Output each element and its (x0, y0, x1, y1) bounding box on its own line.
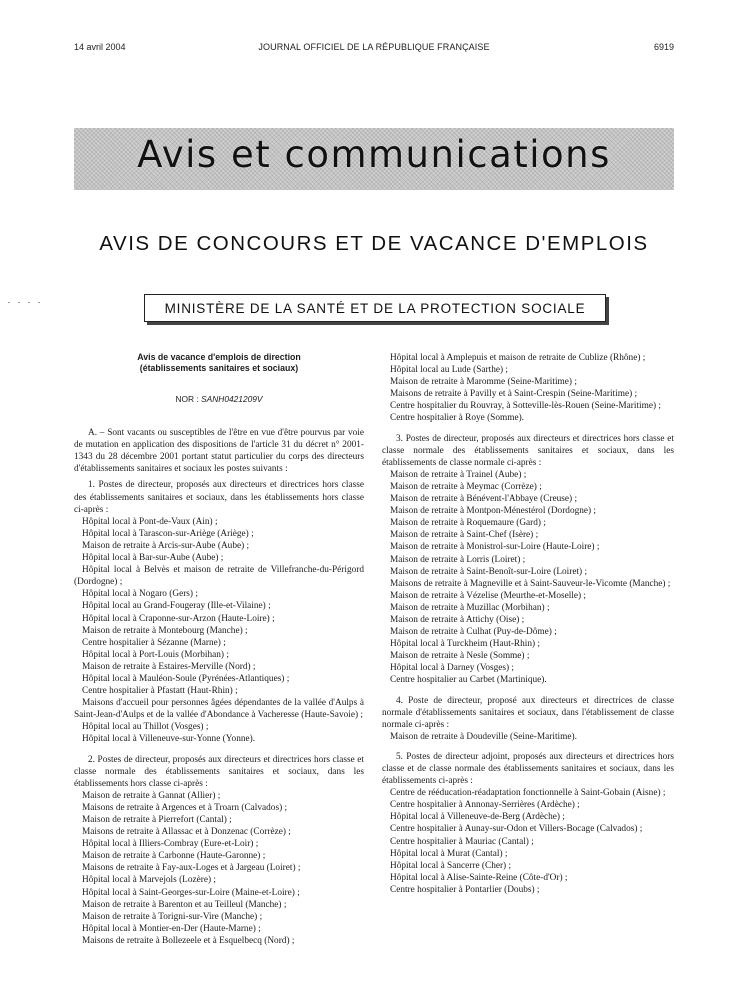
left-column (74, 352, 364, 947)
list-item: Maison de retraite à Saint-Benoît-sur-Loire (Loiret) ; (390, 566, 588, 577)
list-item: Hôpital local à Bar-sur-Aube (Aube) ; (82, 553, 224, 564)
section-heading: AVIS DE CONCOURS ET DE VACANCE D'EMPLOIS (99, 232, 649, 255)
list-item: Hôpital local à Villeneuve-sur-Yonne (Yonne). (82, 734, 256, 745)
list-item: Hôpital local à Tarascon-sur-Ariège (Ariège) ; (82, 528, 254, 539)
list-item: Hôpital local à Nogaro (Gers) ; (82, 589, 198, 600)
paragraph-3: 3. Postes de directeur, proposés aux directeurs et directrices hors classe et classe normale des établissements sanitaires et sociaux, dans les établissements de classe normale ci-après : (382, 433, 674, 468)
nor-reference (74, 393, 364, 405)
list-item: Maison de retraite à Pierrefort (Cantal) ; (82, 815, 232, 825)
scan-artifact (8, 290, 68, 296)
list-item: Maisons de retraite à Fay-aux-Loges et à Jargeau (Loiret) ; (82, 863, 301, 874)
list-item: Maisons d'accueil pour personnes âgées dépendantes de la vallée d'Aulps à Saint-Jean-d'Aulps et de la vallée d'Abondance à Vacheresse (Haute-Savoie) ; (74, 698, 364, 721)
list-item: Maison de retraite à Attichy (Oise) ; (390, 614, 525, 625)
article-title-line-2: (établissements sanitaires et sociaux) (139, 363, 299, 373)
list-item: Hôpital local à Pont-de-Vaux (Ain) ; (82, 516, 218, 527)
list-item: Maison de retraite à Barenton et au Teilleul (Manche) ; (82, 899, 287, 910)
list-item: Hôpital local à Port-Louis (Morbihan) ; (82, 649, 229, 660)
list-item: Maison de retraite à Roquemaure (Gard) ; (390, 518, 546, 529)
list-item: Centre hospitalier à Pontarlier (Doubs) ; (390, 884, 540, 895)
intro-paragraph: A. – Sont vacants ou susceptibles de l'être en vue d'être pourvus par voie de mutation en application des dispositions de l'article 31 du décret n° 2001-1343 du 28 décembre 2001 portant statut particulier du corps des directeurs d'établissements sanitaires et sociaux les postes suivants : (74, 428, 364, 475)
paragraph-5: 5. Postes de directeur adjoint, proposés aux directeurs et directrices hors classe et de classe normale des établissements sanitaires et sociaux, dans les établissements ci-après : (382, 751, 674, 787)
list-item: Maison de retraite à Arcis-sur-Aube (Aube) ; (82, 540, 250, 551)
issue-date: 14 avril 2004 (74, 42, 126, 52)
list-item: Hôpital local à Illiers-Combray (Eure-et-Loir) ; (82, 839, 259, 850)
list-item: Maison de retraite à Vézelise (Meurthe-et-Moselle) ; (390, 590, 587, 601)
banner-title: Avis et communications (137, 133, 611, 176)
list-item: Maison de retraite à Bénévent-l'Abbaye (Creuse) ; (390, 494, 578, 505)
article-title (74, 352, 364, 374)
list-item: Centre hospitalier à Aunay-sur-Odon et Villers-Bocage (Calvados) ; (390, 824, 643, 835)
list-item: Hôpital local à Craponne-sur-Arzon (Haute-Loire) ; (82, 613, 275, 624)
nor-label: NOR : (175, 394, 199, 404)
list-item: Centre hospitalier à Annonay-Serrières (Ardèche) ; (390, 800, 580, 811)
list-item: Maison de retraite à Saint-Chef (Isère) ; (390, 530, 539, 541)
page-number: 6919 (653, 42, 674, 52)
list-item: Hôpital local à Villeneuve-de-Berg (Ardèche) ; (390, 812, 565, 823)
journal-title: JOURNAL OFFICIEL DE LA RÉPUBLIQUE FRANÇAISE (258, 42, 490, 52)
establishment-list-1 (74, 516, 364, 746)
list-item: Hôpital local au Grand-Fougeray (Ille-et-Vilaine) ; (82, 601, 271, 612)
list-item: Centre hospitalier du Rouvray, à Sotteville-lès-Rouen (Seine-Maritime) ; (390, 401, 662, 412)
list-item: Maison de retraite à Gannat (Allier) ; (82, 790, 221, 801)
list-item: Maisons de retraite à Magneville et à Saint-Sauveur-le-Vicomte (Manche) ; (390, 578, 671, 589)
list-item: Hôpital local à Saint-Georges-sur-Loire (Maine-et-Loire) ; (82, 887, 300, 898)
list-item: Maison de retraite à Culhat (Puy-de-Dôme) ; (390, 627, 557, 638)
right-column (382, 352, 674, 896)
establishment-list-5 (382, 787, 674, 896)
paragraph-4: 4. Poste de directeur, proposé aux directeurs et directrices de classe normale d'établissements sanitaires et sociaux, dans l'établissement de classe normale ci-après : (382, 695, 674, 730)
list-item: Hôpital local à Murat (Cantal) ; (390, 848, 508, 859)
list-item: Maison de retraite à Carbonne (Haute-Garonne) ; (82, 851, 266, 862)
list-item: Maisons de retraite à Pavilly et à Saint-Crespin (Seine-Maritime) ; (390, 389, 638, 400)
list-item: Centre hospitalier au Carbet (Martinique). (390, 675, 547, 686)
list-item: Maison de retraite à Estaires-Merville (Nord) ; (82, 661, 256, 672)
list-item: Maison de retraite à Doudeville (Seine-Maritime). (390, 731, 577, 742)
establishment-list-4 (382, 731, 674, 743)
list-item: Maison de retraite à Meymac (Corrèze) ; (390, 481, 542, 492)
establishment-list-2 (74, 790, 364, 947)
establishment-list-2-continued (382, 352, 674, 425)
list-item: Hôpital local au Lude (Sarthe) ; (390, 365, 508, 376)
nor-code: SANH0421209V (201, 394, 263, 404)
list-item: Hôpital local à Belvès et maison de retraite de Villefranche-du-Périgord (Dordogne) ; (74, 565, 364, 588)
list-item: Maison de retraite à Trainel (Aube) ; (390, 469, 527, 480)
ministry-box: MINISTÈRE DE LA SANTÉ ET DE LA PROTECTION SOCIALE (144, 294, 606, 322)
list-item: Maison de retraite à Montebourg (Manche) ; (82, 625, 248, 636)
list-item: Maison de retraite à Montpon-Ménestérol (Dordogne) ; (390, 506, 597, 517)
list-item: Hôpital local à Darney (Vosges) ; (390, 663, 515, 674)
list-item: Centre hospitalier à Roye (Somme). (390, 413, 524, 424)
list-item: Maisons de retraite à Argences et à Troarn (Calvados) ; (82, 802, 288, 813)
paragraph-2: 2. Postes de directeur, proposés aux directeurs et directrices hors classe et classe normale des établissements sanitaires et sociaux, dans les établissements hors classe ci-après : (74, 754, 364, 789)
list-item: Maisons de retraite à Allassac et à Donzenac (Corrèze) ; (82, 827, 291, 838)
list-item: Maison de retraite à Muzillac (Morbihan) ; (390, 602, 550, 613)
section-banner (74, 128, 674, 190)
list-item: Hôpital local à Turckheim (Haut-Rhin) ; (390, 639, 541, 650)
list-item: Hôpital local à Marvejols (Lozère) ; (82, 875, 216, 886)
list-item: Centre hospitalier à Mauriac (Cantal) ; (390, 836, 534, 847)
list-item: Maison de retraite à Torigni-sur-Vire (Manche) ; (82, 911, 263, 922)
paragraph-1: 1. Postes de directeur, proposés aux directeurs et directrices hors classe des établissements sanitaires et sociaux, dans les établissements hors classe ci-après : (74, 480, 364, 515)
page-header (74, 42, 674, 56)
list-item: Hôpital local à Montier-en-Der (Haute-Marne) ; (82, 923, 261, 934)
list-item: Maisons de retraite à Bollezeele et à Esquelbecq (Nord) ; (82, 935, 295, 946)
list-item: Maison de retraite à Monistrol-sur-Loire (Haute-Loire) ; (390, 542, 600, 553)
establishment-list-3 (382, 469, 674, 687)
list-item: Hôpital local au Thillot (Vosges) ; (82, 722, 209, 733)
list-item: Maison de retraite à Nesle (Somme) ; (390, 651, 530, 662)
list-item: Centre de rééducation-réadaptation fonctionnelle à Saint-Gobain (Aisne) ; (390, 788, 666, 799)
list-item: Hôpital local à Mauléon-Soule (Pyrénées-Atlantiques) ; (82, 673, 290, 684)
list-item: Hôpital local à Alise-Sainte-Reine (Côte-d'Or) ; (390, 872, 568, 883)
list-item: Hôpital local à Sancerre (Cher) ; (390, 860, 512, 871)
list-item: Centre hospitalier à Pfastatt (Haut-Rhin) ; (82, 686, 238, 697)
list-item: Maison de retraite à Maromme (Seine-Maritime) ; (390, 377, 577, 388)
list-item: Hôpital local à Amplepuis et maison de retraite de Cublize (Rhône) ; (390, 353, 646, 363)
list-item: Centre hospitalier à Sézanne (Marne) ; (82, 637, 226, 648)
article-title-line-1: Avis de vacance d'emplois de direction (137, 352, 301, 362)
list-item: Maison de retraite à Lorris (Loiret) ; (390, 554, 526, 565)
